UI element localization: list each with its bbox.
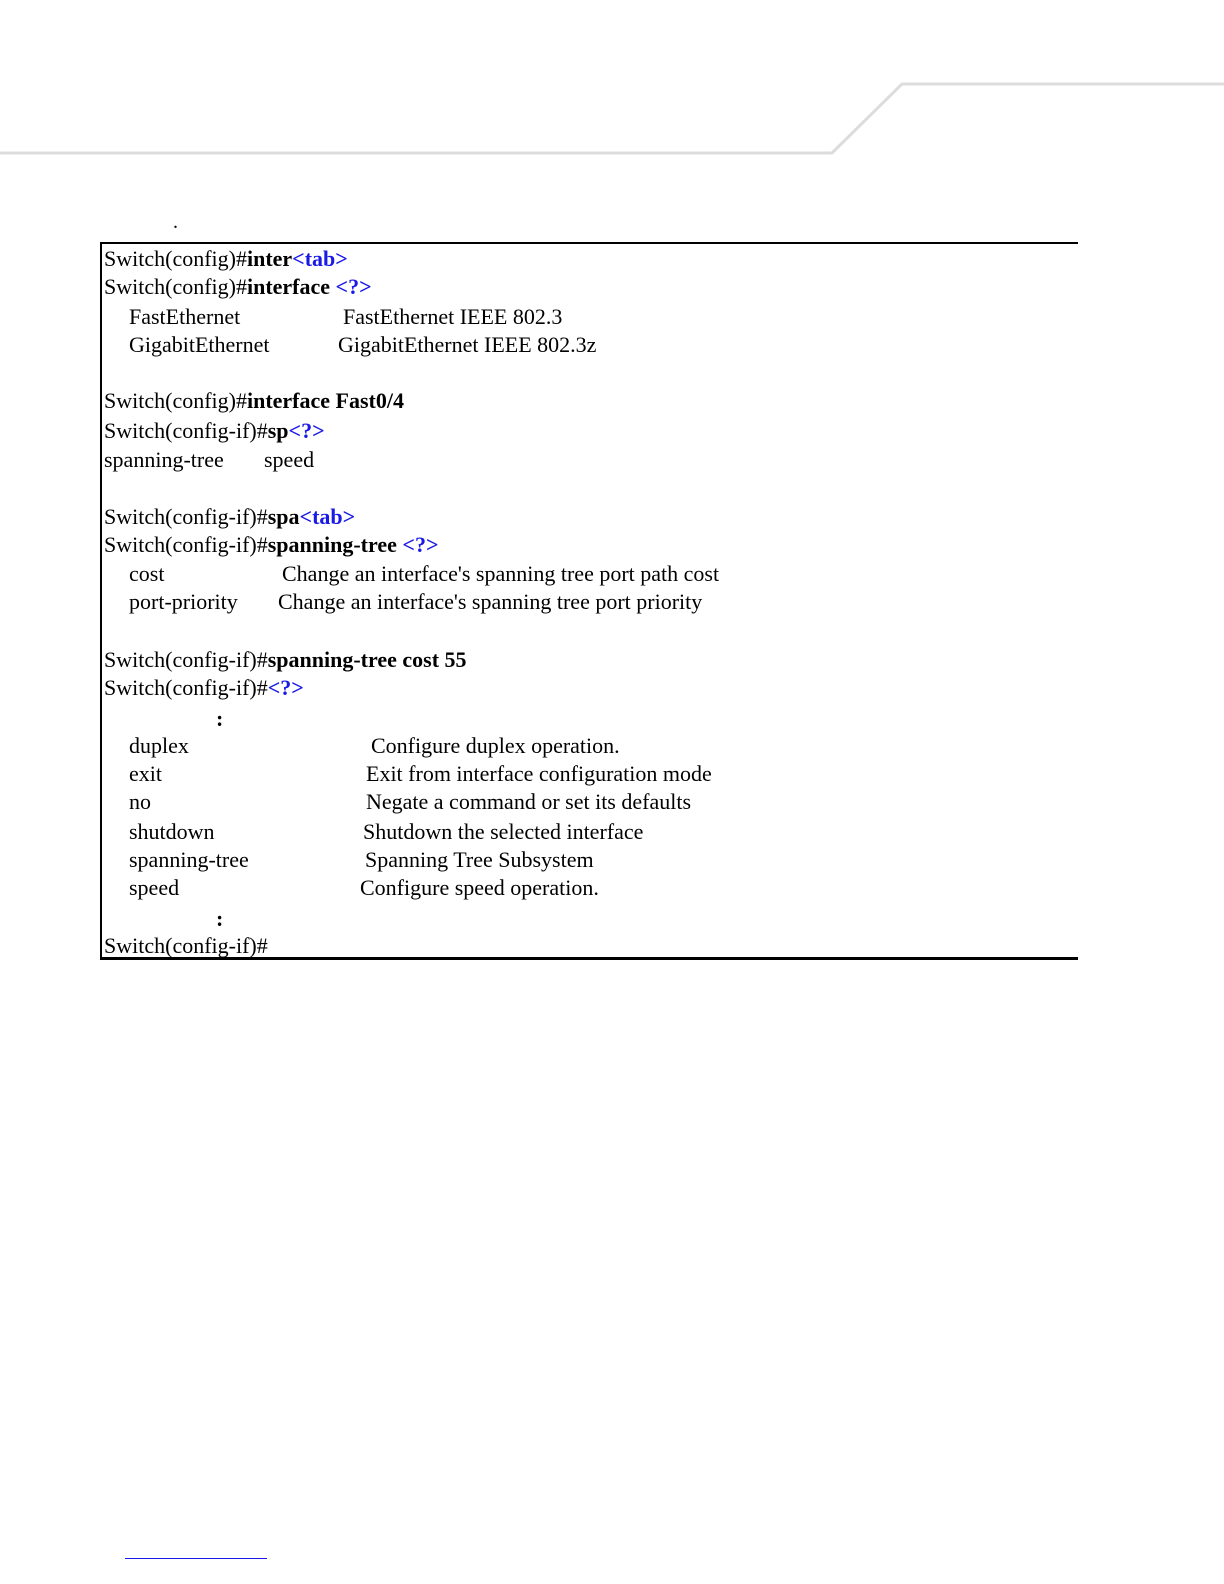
prompt: Switch(config)#	[104, 388, 247, 413]
option-description: Change an interface's spanning tree port path cost	[282, 561, 720, 586]
option-description: Exit from interface configuration mode	[366, 761, 712, 786]
typed-command: inter	[246, 246, 293, 271]
typed-command: spanning-tree	[267, 532, 403, 557]
option-name: duplex	[129, 733, 189, 758]
ellipsis: :	[216, 906, 224, 931]
option-name: exit	[129, 761, 162, 786]
completion-option: speed	[264, 447, 315, 472]
console-line-6	[104, 418, 325, 444]
option-name: spanning-tree	[129, 847, 249, 872]
key-hint: <?>	[267, 675, 304, 700]
option-description: GigabitEthernet IEEE 802.3z	[338, 332, 597, 357]
key-hint: <tab>	[292, 246, 348, 271]
footer-link-underline	[125, 1558, 267, 1559]
prompt: Switch(config)#	[104, 246, 247, 271]
console-line-9	[104, 532, 438, 558]
console-line-13	[104, 675, 304, 701]
console-line-2	[104, 274, 372, 300]
prompt: Switch(config-if)#	[104, 504, 268, 529]
prompt: Switch(config-if)#	[104, 418, 268, 443]
stray-dot: .	[173, 211, 178, 233]
typed-command: spanning-tree cost 55	[267, 647, 467, 672]
ellipsis: :	[216, 706, 224, 731]
option-name: shutdown	[129, 819, 215, 844]
prompt: Switch(config-if)#	[104, 675, 268, 700]
final-prompt: Switch(config-if)#	[104, 933, 268, 958]
console-line-1	[104, 246, 348, 272]
option-name: GigabitEthernet	[129, 332, 270, 357]
typed-command: interface	[246, 274, 336, 299]
option-description: Change an interface's spanning tree port priority	[278, 589, 703, 614]
prompt: Switch(config)#	[104, 274, 247, 299]
option-description: Configure speed operation.	[360, 875, 599, 900]
console-line-8	[104, 504, 355, 530]
console-line-5	[104, 388, 404, 414]
header-rule	[0, 0, 1224, 170]
typed-command: sp	[267, 418, 289, 443]
option-name: cost	[129, 561, 165, 586]
option-description: FastEthernet IEEE 802.3	[343, 304, 563, 329]
completion-option: spanning-tree	[104, 447, 224, 472]
option-description: Configure duplex operation.	[371, 733, 620, 758]
key-hint: <?>	[402, 532, 439, 557]
key-hint: <tab>	[299, 504, 356, 529]
typed-command: spa	[267, 504, 300, 529]
option-name: FastEthernet	[129, 304, 241, 329]
option-name: speed	[129, 875, 180, 900]
option-description: Spanning Tree Subsystem	[365, 847, 594, 872]
key-hint: <?>	[335, 274, 372, 299]
option-name: port-priority	[129, 589, 238, 614]
option-name: no	[129, 789, 151, 814]
console-line-12	[104, 647, 467, 673]
option-description: Negate a command or set its defaults	[366, 789, 692, 814]
key-hint: <?>	[288, 418, 325, 443]
prompt: Switch(config-if)#	[104, 647, 268, 672]
prompt: Switch(config-if)#	[104, 532, 268, 557]
typed-command: interface Fast0/4	[246, 388, 404, 413]
option-description: Shutdown the selected interface	[363, 819, 644, 844]
